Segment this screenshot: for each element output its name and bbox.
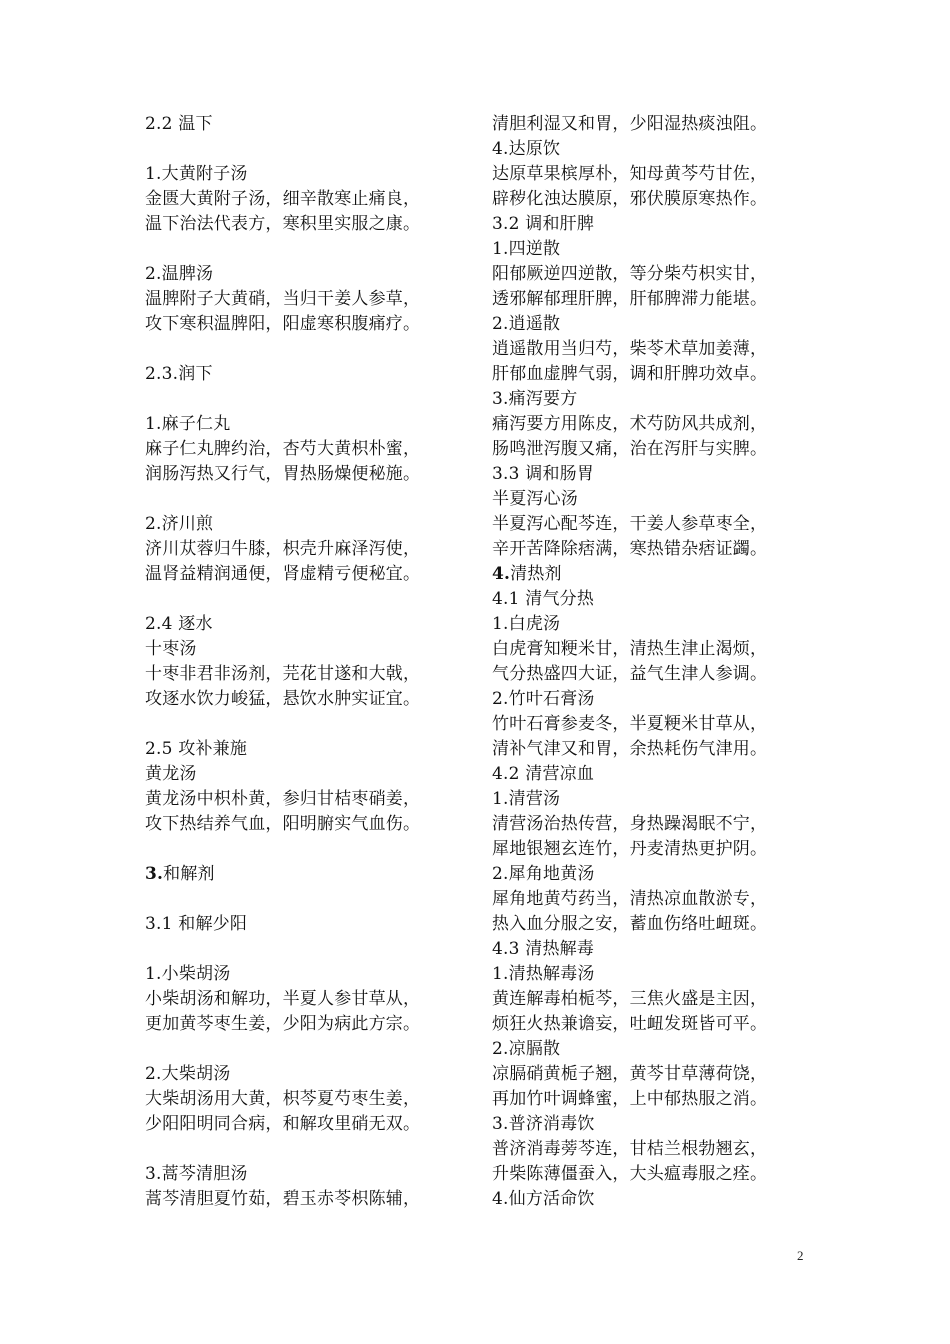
text-line	[145, 1137, 475, 1162]
text-line: 3.2 调和肝脾	[492, 214, 595, 234]
text-line: 大柴胡汤用大黄，枳芩夏芍枣生姜，	[145, 1089, 421, 1109]
text-line: 半夏泻心配芩连，干姜人参草枣全，	[492, 514, 768, 534]
text-line: 2.4 逐水	[145, 614, 213, 634]
text-line: 2.大柴胡汤	[145, 1064, 231, 1084]
text-line	[145, 712, 475, 737]
text-line: 2.逍遥散	[492, 314, 561, 334]
text-line: 3.1 和解少阳	[145, 914, 248, 934]
page-number: 2	[797, 1248, 804, 1263]
text-line: 竹叶石膏参麦冬，半夏粳米甘草从，	[492, 714, 768, 734]
text-line	[145, 587, 475, 612]
text-line: 2.5 攻补兼施	[145, 739, 248, 759]
text-line: 痛泻要方用陈皮，术芍防风共成剂，	[492, 414, 768, 434]
text-line: 清补气津又和胃，余热耗伤气津用。	[492, 739, 768, 759]
text-line: 十枣汤	[145, 639, 197, 659]
text-line	[145, 237, 475, 262]
text-line: 黄龙汤中枳朴黄，参归甘桔枣硝姜，	[145, 789, 421, 809]
text-line: 4.达原饮	[492, 139, 561, 159]
text-line: 攻下热结养气血，阳明腑实气血伤。	[145, 814, 421, 834]
text-line	[145, 487, 475, 512]
text-line: 小柴胡汤和解功，半夏人参甘草从，	[145, 989, 421, 1009]
text-line: 2.温脾汤	[145, 264, 214, 284]
text-line: 1.小柴胡汤	[145, 964, 231, 984]
text-line: 温脾附子大黄硝，当归干姜人参草，	[145, 289, 421, 309]
text-line: 2.济川煎	[145, 514, 214, 534]
text-line: 肝郁血虚脾气弱，调和肝脾功效卓。	[492, 364, 768, 384]
text-line	[145, 887, 475, 912]
text-line: 半夏泻心汤	[492, 489, 578, 509]
text-line: 辛开苦降除痞满，寒热错杂痞证蠲。	[492, 539, 768, 559]
text-line: 1.大黄附子汤	[145, 164, 248, 184]
text-line: 4.1 清气分热	[492, 589, 595, 609]
text-line: 烦狂火热兼谵妄，吐衄发斑皆可平。	[492, 1014, 768, 1034]
text-line: 4.2 清营凉血	[492, 764, 595, 784]
text-line: 4.3 清热解毒	[492, 939, 595, 959]
text-line: 金匮大黄附子汤，细辛散寒止痛良，	[145, 189, 421, 209]
text-line: 3.普济消毒饮	[492, 1114, 595, 1134]
text-line: 透邪解郁理肝脾，肝郁脾滞力能堪。	[492, 289, 768, 309]
text-line: 4.清热剂	[492, 564, 562, 584]
left-column	[145, 112, 475, 1212]
text-line: 3.和解剂	[145, 864, 215, 884]
text-line: 逍遥散用当归芍，柴苓术草加姜薄，	[492, 339, 768, 359]
text-line: 2.2 温下	[145, 114, 213, 134]
text-line: 辟秽化浊达膜原，邪伏膜原寒热作。	[492, 189, 768, 209]
text-line: 3.痛泻要方	[492, 389, 578, 409]
text-line: 更加黄芩枣生姜，少阳为病此方宗。	[145, 1014, 421, 1034]
text-line: 少阳阳明同合病，和解攻里硝无双。	[145, 1114, 421, 1134]
text-line: 2.3.润下	[145, 364, 213, 384]
right-column	[492, 112, 812, 1212]
text-line: 再加竹叶调蜂蜜，上中郁热服之消。	[492, 1089, 768, 1109]
text-line: 1.清热解毒汤	[492, 964, 595, 984]
text-line: 肠鸣泄泻腹又痛，治在泻肝与实脾。	[492, 439, 768, 459]
text-line: 升柴陈薄僵蚕入，大头瘟毒服之痊。	[492, 1164, 768, 1184]
text-line: 济川苁蓉归牛膝，枳壳升麻泽泻使，	[145, 539, 421, 559]
text-line	[145, 337, 475, 362]
text-line: 达原草果槟厚朴，知母黄芩芍甘佐，	[492, 164, 768, 184]
text-line: 2.竹叶石膏汤	[492, 689, 595, 709]
text-line: 黄连解毒柏栀芩，三焦火盛是主因，	[492, 989, 768, 1009]
text-line: 4.仙方活命饮	[492, 1189, 595, 1209]
text-line: 十枣非君非汤剂，芫花甘遂和大戟，	[145, 664, 421, 684]
text-line: 攻逐水饮力峻猛，悬饮水肿实证宜。	[145, 689, 421, 709]
text-line: 1.麻子仁丸	[145, 414, 231, 434]
text-line: 普济消毒蒡芩连，甘桔兰根勃翘玄，	[492, 1139, 768, 1159]
text-line: 1.四逆散	[492, 239, 561, 259]
text-line: 清胆利湿又和胃，少阳湿热痰浊阻。	[492, 114, 768, 134]
text-line: 白虎膏知粳米甘，清热生津止渴烦，	[492, 639, 768, 659]
text-line: 2.犀角地黄汤	[492, 864, 595, 884]
text-line: 3.蒿芩清胆汤	[145, 1164, 248, 1184]
text-line: 阳郁厥逆四逆散，等分柴芍枳实甘，	[492, 264, 768, 284]
text-line: 凉膈硝黄栀子翘，黄芩甘草薄荷饶，	[492, 1064, 768, 1084]
text-line	[145, 387, 475, 412]
text-line: 热入血分服之安，蓄血伤络吐衄斑。	[492, 914, 768, 934]
text-line: 黄龙汤	[145, 764, 197, 784]
text-line	[145, 837, 475, 862]
text-line: 2.凉膈散	[492, 1039, 561, 1059]
text-line: 攻下寒积温脾阳，阳虚寒积腹痛疗。	[145, 314, 421, 334]
text-line: 润肠泻热又行气，胃热肠燥便秘施。	[145, 464, 421, 484]
text-line: 1.清营汤	[492, 789, 561, 809]
text-line: 3.3 调和肠胃	[492, 464, 595, 484]
text-line: 气分热盛四大证，益气生津人参调。	[492, 664, 768, 684]
text-line	[145, 137, 475, 162]
text-line	[145, 1037, 475, 1062]
text-line	[145, 937, 475, 962]
text-line: 犀角地黄芍药当，清热凉血散淤专，	[492, 889, 768, 909]
text-line: 麻子仁丸脾约治，杏芍大黄枳朴蜜，	[145, 439, 421, 459]
text-line: 温肾益精润通便，肾虚精亏便秘宜。	[145, 564, 421, 584]
text-line: 1.白虎汤	[492, 614, 561, 634]
text-line: 犀地银翘玄连竹，丹麦清热更护阴。	[492, 839, 768, 859]
text-line: 蒿芩清胆夏竹茹，碧玉赤苓枳陈辅，	[145, 1189, 421, 1209]
text-line: 清营汤治热传营，身热躁渴眠不宁，	[492, 814, 768, 834]
text-line: 温下治法代表方，寒积里实服之康。	[145, 214, 421, 234]
